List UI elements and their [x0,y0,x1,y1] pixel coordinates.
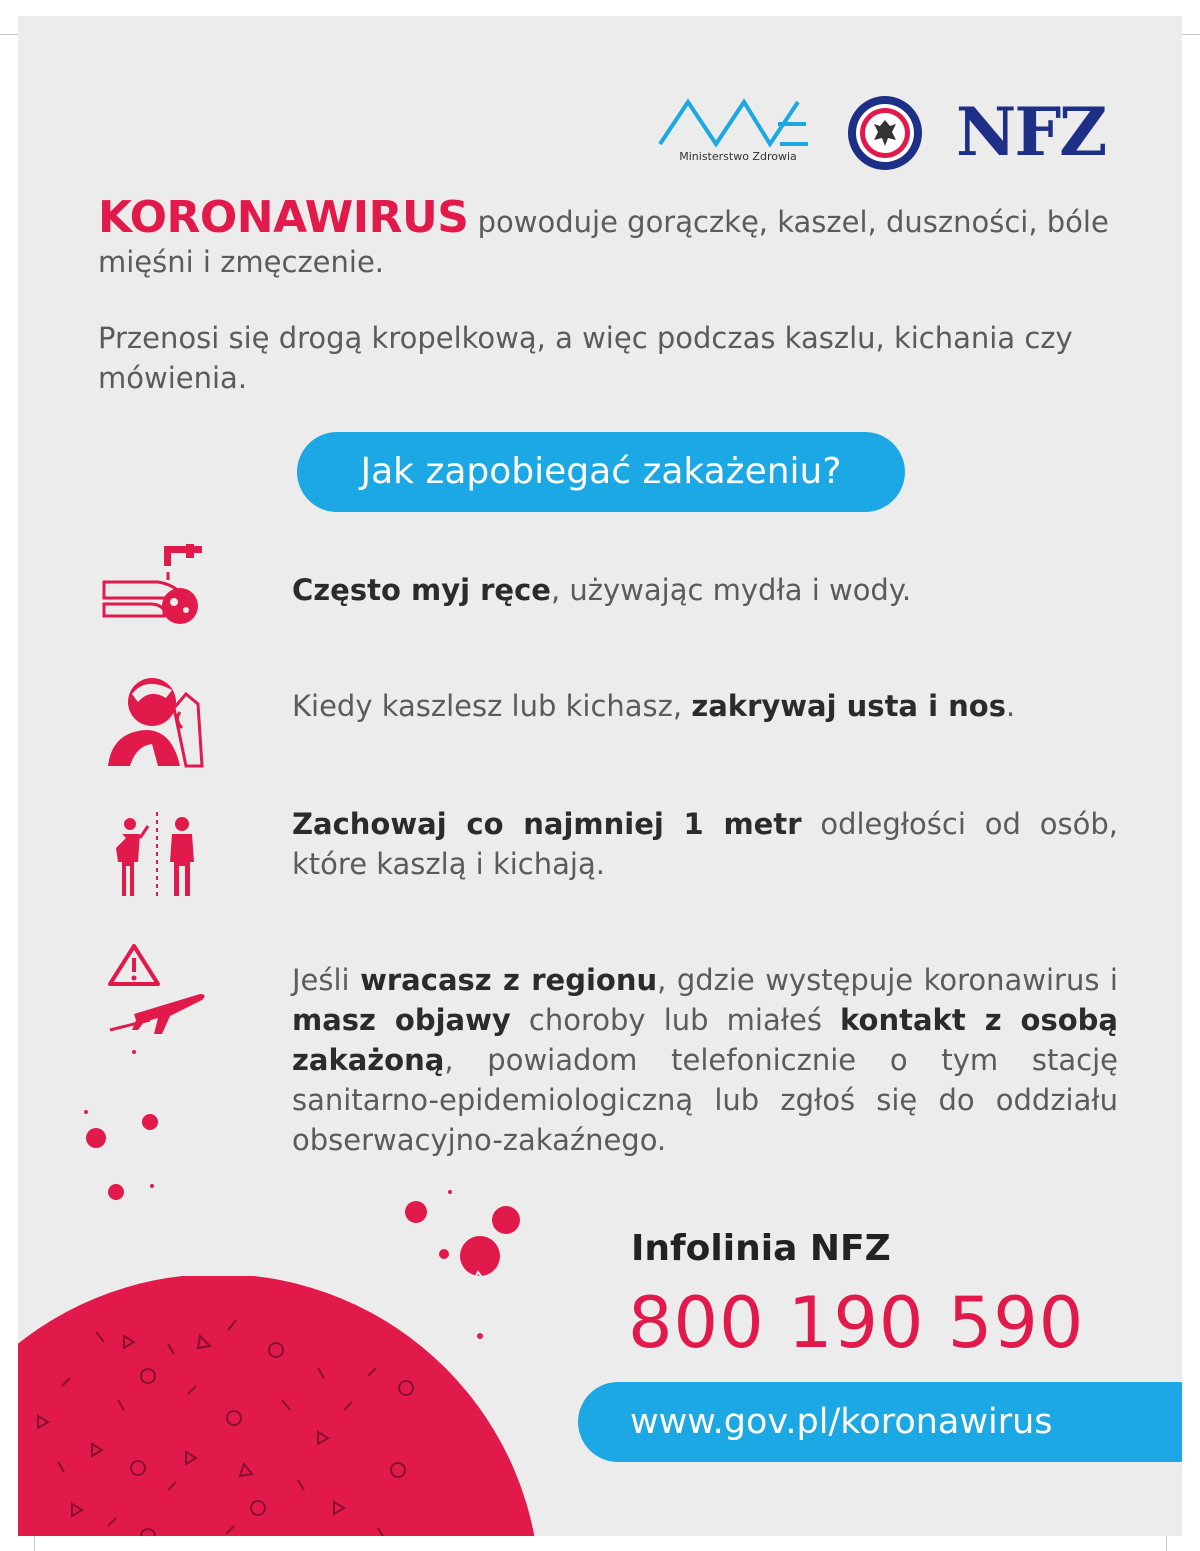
intro-paragraph-2: Przenosi się drogą kropelkową, a więc podczas kaszlu, kichania czy mówienia. [98,321,1073,395]
prevention-heading: Jak zapobiegać zakażeniu? [297,432,905,512]
tip-3-bold: Zachowaj co najmniej 1 metr [292,807,802,841]
website-link[interactable]: www.gov.pl/koronawirus [578,1382,1182,1462]
tip-4-text-a: Jeśli [292,963,361,997]
tip-4-bold-b: masz objawy [292,1003,511,1037]
infoline-title: Infolinia NFZ [631,1228,891,1269]
tip-4-bold-c: kontakt z osobą zakażoną [292,1003,1118,1077]
tip-4-text-c: choroby lub miałeś [510,1003,841,1037]
virus-blob-icon [18,1276,578,1536]
tip-4-text-b: , gdzie występuje koronawirus i [657,963,1118,997]
tip-4-text-d: , powiadom telefonicznie o tym stację sanitarno-epidemiologiczną lub zgłoś się do oddziału obserwacyjno-zakaźnego. [292,1043,1118,1157]
hand-washing-icon [102,542,214,626]
tip-2-bold: zakrywaj usta i nos [691,689,1006,723]
eagle-seal-icon [846,94,924,172]
tip-1-text: , używając mydła i wody. [550,573,912,607]
infoline-phone[interactable]: 800 190 590 [628,1282,1085,1364]
tip-keep-distance [292,804,1118,884]
tip-cover-mouth [292,686,1118,726]
intro-sentence-1: powoduje gorączkę, kaszel, duszności, bóle mięśni i zmęczenie. [98,205,1109,279]
brand-word: KORONAWIRUS [98,192,469,243]
poster [18,16,1182,1536]
tip-wash-hands [292,570,1118,610]
distance-icon [112,812,202,898]
tip-3-text: odległości od osób, które kaszlą i kichają. [292,807,1118,881]
intro-text [98,192,1118,398]
tip-1-bold: Często myj ręce [292,573,551,607]
cough-cover-icon [102,668,212,768]
tip-2-text-a: Kiedy kaszlesz lub kichasz, [292,689,692,723]
warning-plane-icon [104,942,208,1062]
tip-2-text-b: . [1005,689,1016,723]
intro-paragraph-1 [98,192,1118,282]
nfz-logo: NFZ [956,93,1106,171]
tip-4-bold-a: wracasz z regionu [360,963,658,997]
logo-bar [658,94,1128,194]
ministry-caption: Ministerstwo Zdrowia [679,150,797,163]
